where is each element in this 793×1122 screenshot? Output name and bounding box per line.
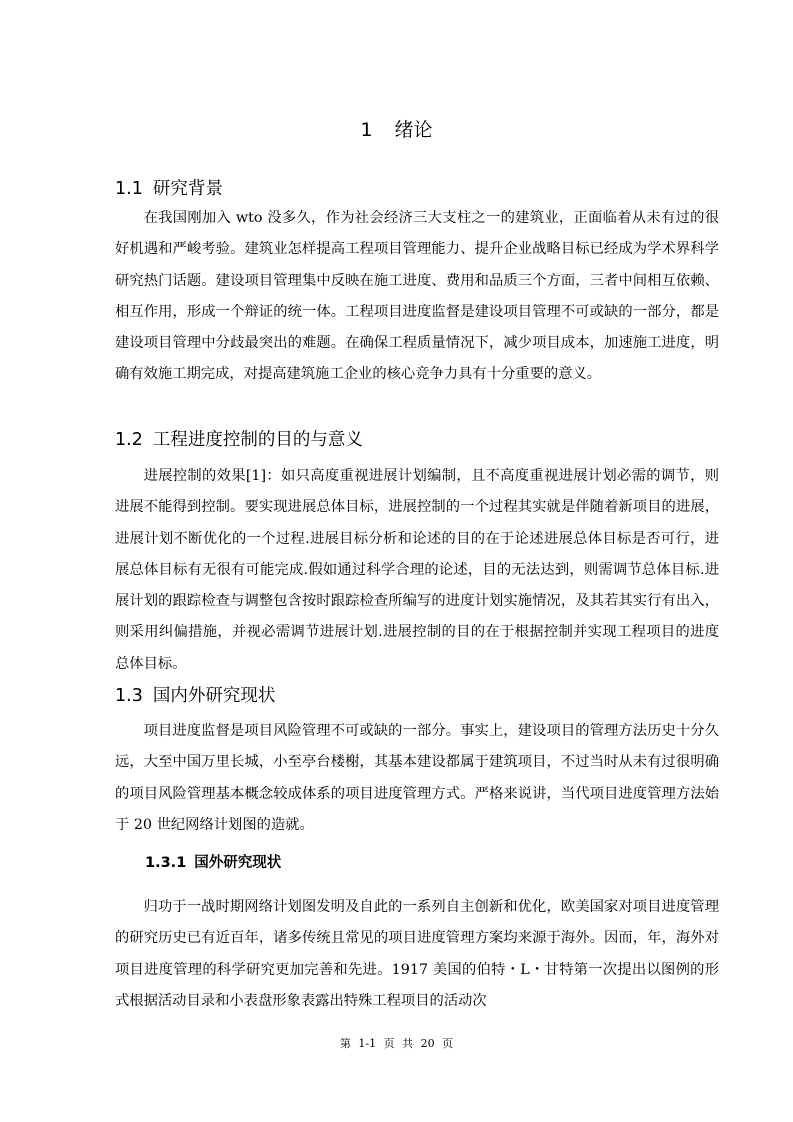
section-heading-1-3 [115, 684, 275, 708]
section-paragraph-1-3: 项目进度监督是项目风险管理不可或缺的一部分。事实上，建设项目的管理方法历史十分久远，大至中国万里长城，小至亭台楼榭，其基本建设都属于建筑项目，不过当时从未有过很明确的项目风险管理基本概念较成体系的项目进度管理方式。严格来说讲，当代项目进度管理方法始于 20 世纪网络计划图的造就。 [115, 723, 719, 833]
section-number: 1.2 [115, 430, 143, 450]
section-number: 1.1 [115, 179, 143, 199]
section-title: 研究背景 [152, 179, 223, 199]
subsection-number: 1.3.1 [145, 855, 187, 871]
section-heading-1-2 [115, 428, 363, 452]
chapter-title [0, 117, 793, 143]
section-number: 1.3 [115, 686, 143, 706]
page-footer: 第 1-1 页 共 20 页 [339, 1037, 454, 1050]
chapter-title-text: 绪论 [394, 119, 433, 141]
section-paragraph-1-1: 在我国刚加入 wto 没多久，作为社会经济三大支柱之一的建筑业，正面临着从未有过的很好机遇和严峻考验。建筑业怎样提高工程项目管理能力、提升企业战略目标已经成为学术界科学研究热门话题。建设项目管理集中反映在施工进度、费用和品质三个方面，三者中间相互依赖、相互作用，形成一个辩证的统一体。工程项目进度监督是建设项目管理不可或缺的一部分，都是建设项目管理中分歧最突出的难题。在确保工程质量情况下，减少项目成本，加速施工进度，明确有效施工期完成，对提高建筑施工企业的核心竞争力具有十分重要的意义。 [115, 210, 719, 383]
subsection-heading-1-3-1 [145, 853, 281, 873]
section-title: 工程进度控制的目的与意义 [152, 430, 363, 450]
section-heading-1-1 [115, 177, 223, 201]
chapter-number: 1 [360, 119, 373, 141]
section-title: 国内外研究现状 [152, 686, 276, 706]
subsection-title: 国外研究现状 [194, 855, 282, 871]
section-paragraph-1-2: 进展控制的效果[1]：如只高度重视进展计划编制，且不高度重视进展计划必需的调节，则进展不能得到控制。要实现进展总体目标，进展控制的一个过程其实就是伴随着新项目的进展，进展计划不断优化的一个过程.进展目标分析和论述的目的在于论述进展总体目标是否可行，进展总体目标有无很有可能完成.假如通过科学合理的论述，目的无法达到，则需调节总体目标.进展计划的跟踪检查与调整包含按时跟踪检查所编写的进度计划实施情况，及其若其实行有出入，则采用纠偏措施，并视必需调节进展计划.进展控制的目的在于根据控制并实现工程项目的进度总体目标。 [115, 468, 719, 672]
subsection-paragraph-1-3-1: 归功于一战时期网络计划图发明及自此的一系列自主创新和优化，欧美国家对项目进度管理的研究历史已有近百年，诸多传统且常见的项目进度管理方案均来源于海外。因而，年，海外对项目进度管理的科学研究更加完善和先进。1917 美国的伯特・L・甘特第一次提出以图例的形式根据活动目录和小表盘形象表露出特殊工程项目的活动次 [115, 899, 719, 1009]
